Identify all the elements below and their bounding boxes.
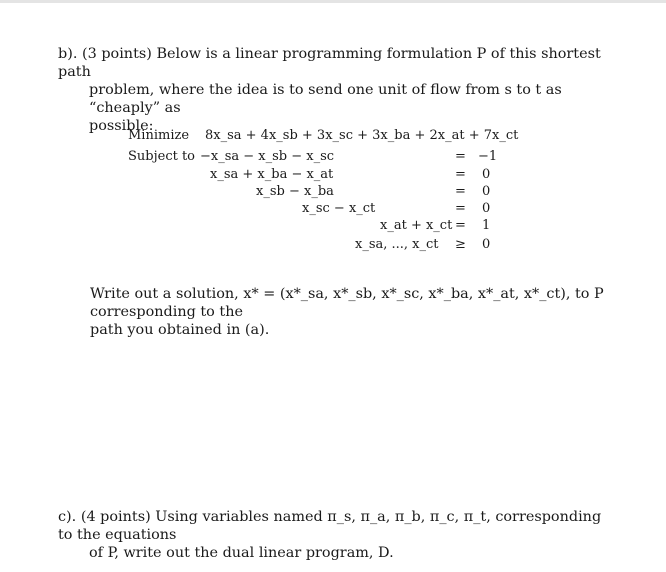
constraint-lhs: x_sb − x_ba (256, 184, 334, 199)
constraint-lhs: x_sc − x_ct (302, 201, 376, 216)
constraint-row (355, 237, 439, 253)
top-border (0, 0, 666, 3)
constraint-rel: ≥ (455, 237, 466, 252)
constraint-rel: = (455, 201, 466, 216)
part-b-line3: possible: (89, 118, 154, 134)
constraint-rel: = (455, 149, 466, 164)
constraint-row (256, 184, 334, 200)
constraint-lhs: −x_sa − x_sb − x_sc (200, 149, 335, 164)
part-c-points: (4 points) (80, 509, 151, 525)
part-b-points: (3 points) (81, 46, 152, 62)
write-out-line2: path you obtained in (a). (90, 322, 270, 338)
part-c-paragraph (58, 508, 618, 562)
constraint-row (302, 201, 375, 217)
part-b-line2: problem, where the idea is to send one unit of flow from s to t as “cheaply” as (89, 82, 562, 116)
constraint-row (200, 149, 334, 165)
subject-to-label: Subject to (128, 149, 196, 164)
part-c-line1: Using variables named π_s, π_a, π_b, π_c, π_t, corresponding to the equations (58, 509, 602, 543)
write-out-line1: Write out a solution, x* = (x*_sa, x*_sb, x*_sc, x*_ba, x*_at, x*_ct), to P corresponding to the (90, 286, 604, 320)
objective-function (205, 128, 518, 144)
part-b-label: b). (58, 46, 78, 62)
constraint-rel: = (455, 218, 466, 233)
constraint-rhs: 0 (482, 167, 491, 182)
objective-text: 8x_sa + 4x_sb + 3x_sc + 3x_ba + 2x_at + 7x_ct (205, 128, 519, 143)
constraint-row (380, 218, 452, 234)
part-b-line1: Below is a linear programming formulation P of this shortest path (58, 46, 601, 80)
constraint-rhs: 0 (482, 201, 491, 216)
constraint-rhs: 0 (482, 237, 491, 252)
constraint-lhs: x_at + x_ct (380, 218, 453, 233)
part-c-line2: of P, write out the dual linear program, D. (89, 545, 394, 561)
constraint-rhs: 1 (482, 218, 491, 233)
constraint-lhs: x_sa + x_ba − x_at (210, 167, 334, 182)
write-out-paragraph (90, 285, 620, 339)
constraint-rel: = (455, 184, 466, 199)
constraint-rhs: −1 (478, 149, 498, 164)
constraint-lhs: x_sa, ..., x_ct (355, 237, 439, 252)
constraint-rel: = (455, 167, 466, 182)
constraint-rhs: 0 (482, 184, 491, 199)
constraint-row (210, 167, 333, 183)
part-b-paragraph (58, 45, 618, 135)
part-c-label: c). (58, 509, 77, 525)
minimize-label: Minimize (128, 128, 190, 143)
